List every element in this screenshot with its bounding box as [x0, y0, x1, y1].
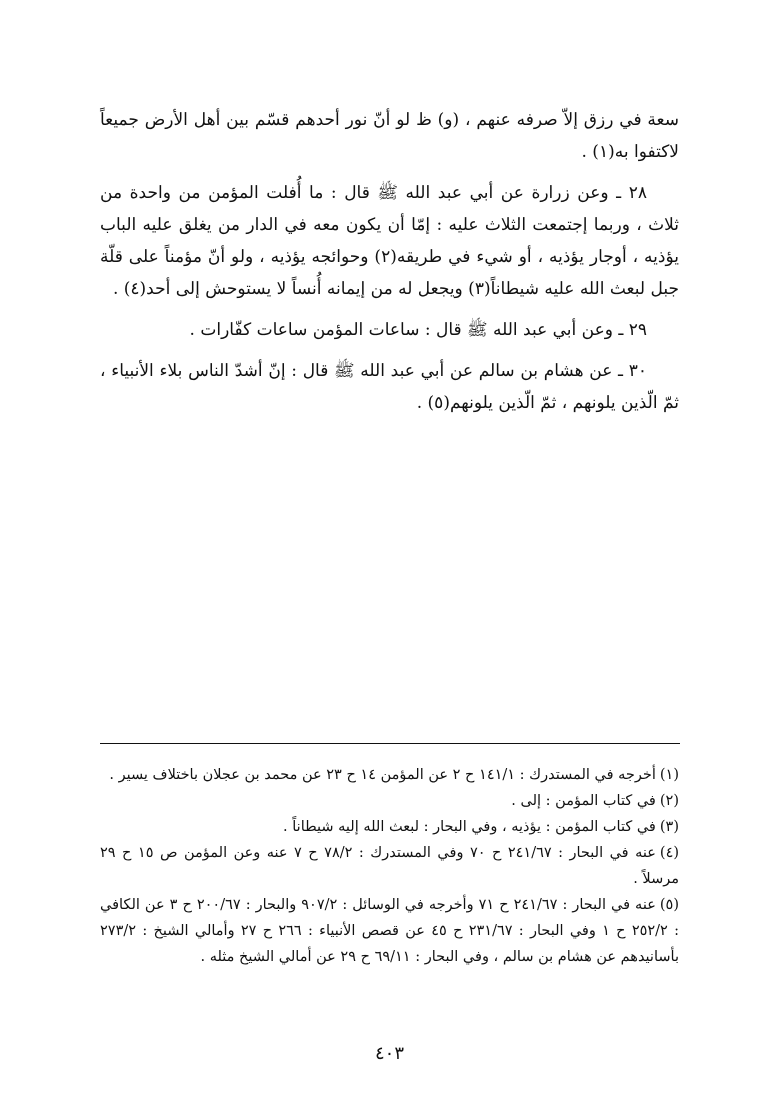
footnote-number: (٢) [659, 793, 679, 809]
footnote-2 [100, 788, 679, 814]
footnote-text: في كتاب المؤمن : إلى . [511, 793, 656, 809]
paragraph-continuation: سعة في رزق إلاّ صرفه عنهم ، (و) ظ لو أنّ نور أحدهم قسّم بين أهل الأرض جميعاً لاكتفوا به(١) . [100, 110, 679, 162]
footnote-number: (٣) [659, 819, 679, 835]
hadith-30: ٣٠ ـ عن هشام بن سالم عن أبي عبد الله ﷺ قال : إنّ أشدّ الناس بلاء الأنبياء ، ثمّ الّذين يلونهم ، ثمّ الّذين يلونهم(٥) . [100, 361, 679, 413]
footnote-4 [100, 840, 679, 892]
footnote-number: (٤) [659, 845, 680, 861]
main-text [100, 104, 679, 428]
footnote-3 [100, 814, 679, 840]
page-number: ٤٠٣ [374, 1043, 404, 1064]
footnote-number: (٥) [659, 897, 679, 913]
footnote-1 [100, 762, 679, 788]
footnote-number: (١) [659, 767, 679, 783]
footnote-separator [100, 743, 680, 744]
hadith-29: ٢٩ ـ وعن أبي عبد الله ﷺ قال : ساعات المؤمن ساعات كفّارات . [189, 320, 647, 340]
hadith-28: ٢٨ ـ وعن زرارة عن أبي عبد الله ﷺ قال : ما أُفلت المؤمن من واحدة من ثلاث ، وربما إجتمعت الثلاث عليه : إمّا أن يكون معه في الدار من يغلق عليه الباب يؤذيه ، أوجار يؤذيه ، أو شيء في طريقه(٢) وحوائجه يؤذيه ، ولو أنّ مؤمناً على قلّة جبل لبعث الله عليه شيطاناً(٣) ويجعل له من إيمانه أُنساً لا يستوحش إلى أحد(٤) . [100, 183, 679, 299]
footnote-5 [100, 892, 679, 970]
footnote-text: عنه في البحار : ٢٤١/٦٧ ح ٧٠ وفي المستدرك : ٧٨/٢ ح ٧ عنه وعن المؤمن ص ١٥ ح ٢٩ مرسلاً . [100, 845, 679, 887]
footnotes [100, 762, 679, 970]
footnote-text: في كتاب المؤمن : يؤذيه ، وفي البحار : لبعث الله إليه شيطاناً . [283, 819, 656, 835]
footnote-text: أخرجه في المستدرك : ١٤١/١ ح ٢ عن المؤمن ١٤ ح ٢٣ عن محمد بن عجلان باختلاف يسير . [109, 767, 656, 783]
footnote-text: عنه في البحار : ٢٤١/٦٧ ح ٧١ وأخرجه في الوسائل : ٩٠٧/٢ والبحار : ٢٠٠/٦٧ ح ٣ عن الكافي : ٢٥٢/٢ ح ١ وفي البحار : ٢٣١/٦٧ ح ٤٥ عن قصص الأنبياء : ٢٦٦ ح ٢٧ وأمالي الشيخ : ٢٧٣/٢ بأسانيدهم عن هشام بن سالم ، وفي البحار : ٦٩/١١ ح ٢٩ عن أمالي الشيخ مثله . [100, 897, 680, 965]
